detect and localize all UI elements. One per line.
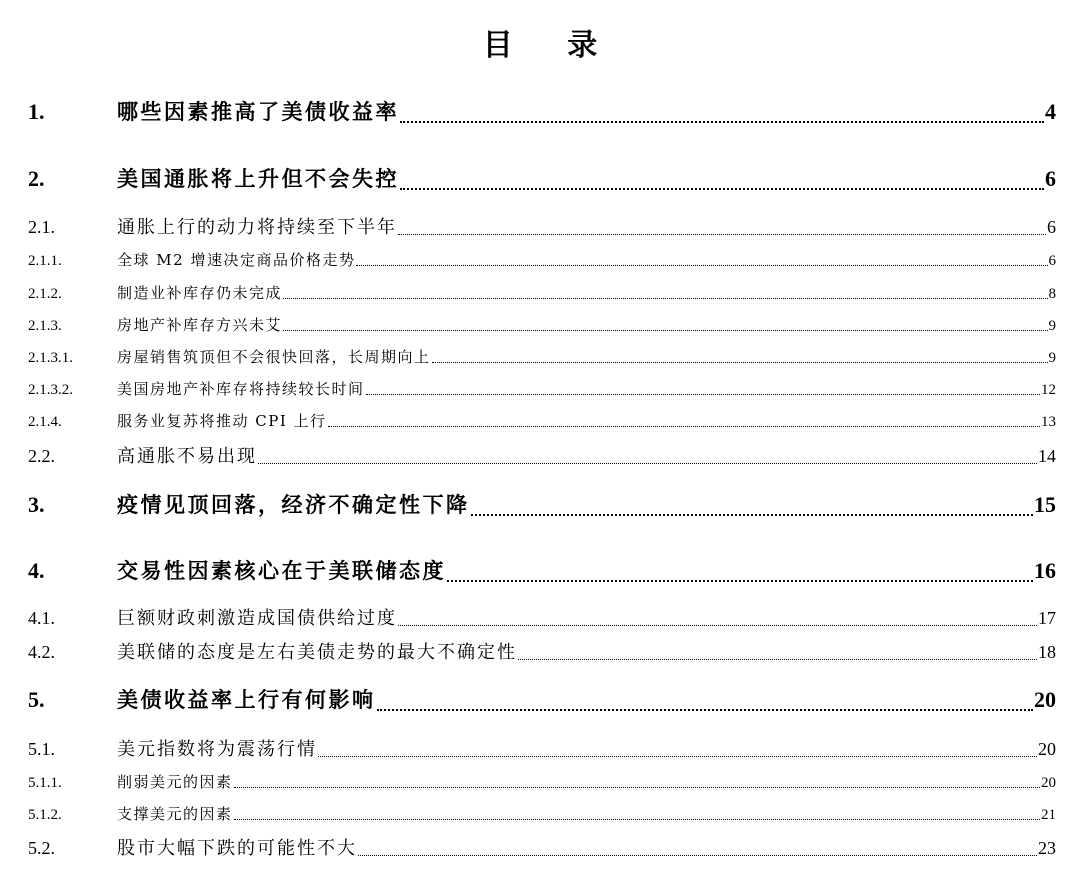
toc-leader	[234, 818, 1040, 820]
toc-number: 2.2.	[28, 446, 55, 466]
toc-number: 5.1.1.	[28, 775, 62, 791]
toc-label: 巨额财政刺激造成国债供给过度	[117, 608, 397, 629]
toc-page: 20	[1041, 775, 1056, 791]
toc-number: 3.	[28, 492, 45, 517]
toc-label: 交易性因素核心在于美联储态度	[117, 558, 446, 583]
toc-page: 6	[1047, 217, 1056, 237]
toc-entry[interactable]	[28, 378, 1056, 399]
toc-label: 美国通胀将上升但不会失控	[117, 166, 399, 191]
toc-leader	[432, 361, 1048, 363]
toc-entry[interactable]	[28, 834, 1056, 860]
toc-leader	[400, 187, 1044, 190]
toc-entry[interactable]	[28, 604, 1056, 630]
toc-number: 1.	[28, 99, 45, 124]
toc-page: 8	[1048, 286, 1056, 302]
toc-label: 哪些因素推高了美债收益率	[117, 99, 399, 124]
toc-entry[interactable]	[28, 282, 1056, 303]
toc-leader	[283, 329, 1047, 331]
toc-label: 高通胀不易出现	[117, 446, 257, 467]
toc-entry[interactable]	[28, 489, 1056, 519]
toc-entry[interactable]	[28, 638, 1056, 664]
toc-page: 20	[1038, 739, 1056, 759]
toc-number: 4.1.	[28, 608, 55, 628]
toc-page: 6	[1048, 253, 1056, 269]
toc-page: 17	[1038, 608, 1056, 628]
toc-number: 5.2.	[28, 838, 55, 858]
toc-entry[interactable]	[28, 735, 1056, 761]
toc-entry[interactable]	[28, 346, 1056, 367]
toc-leader	[234, 786, 1040, 788]
toc-number: 2.1.3.2.	[28, 382, 73, 398]
toc-leader	[398, 233, 1046, 235]
toc-number: 5.1.2.	[28, 807, 62, 823]
toc-label: 房地产补库存方兴未艾	[117, 316, 283, 334]
toc-page: 14	[1038, 446, 1056, 466]
toc-leader	[328, 425, 1040, 427]
toc-label: 服务业复苏将推动 CPI 上行	[117, 412, 327, 430]
toc-leader	[471, 513, 1034, 516]
toc-entry[interactable]	[28, 314, 1056, 335]
toc-entry[interactable]	[28, 442, 1056, 468]
toc-number: 2.	[28, 166, 45, 191]
toc-entry[interactable]	[28, 410, 1056, 431]
toc-entry[interactable]	[28, 213, 1056, 239]
toc-leader	[366, 393, 1040, 395]
toc-number: 5.1.	[28, 739, 55, 759]
toc-number: 2.1.2.	[28, 286, 62, 302]
toc-label: 全球 M2 增速决定商品价格走势	[117, 251, 356, 269]
toc-label: 美元指数将为震荡行情	[117, 739, 317, 760]
page-title: 目 录	[482, 28, 620, 63]
toc-leader	[318, 755, 1037, 757]
toc-page: 16	[1034, 558, 1056, 583]
toc-page: 21	[1041, 807, 1056, 823]
toc-leader	[258, 462, 1037, 464]
toc-entry[interactable]	[28, 684, 1056, 714]
toc-label: 疫情见顶回落，经济不确定性下降	[117, 492, 470, 517]
toc-entry[interactable]	[28, 771, 1056, 792]
toc-leader	[283, 297, 1047, 299]
toc-entry[interactable]	[28, 96, 1056, 126]
toc-leader	[358, 854, 1037, 856]
toc-label: 美国房地产补库存将持续较长时间	[117, 380, 365, 398]
toc-number: 2.1.4.	[28, 414, 62, 430]
toc-page: 13	[1041, 414, 1056, 430]
toc-entry[interactable]	[28, 555, 1056, 585]
toc-number: 4.2.	[28, 642, 55, 662]
toc-entry[interactable]	[28, 163, 1056, 193]
toc-label: 削弱美元的因素	[117, 773, 233, 791]
toc-page: 6	[1045, 166, 1056, 191]
toc-leader	[356, 264, 1047, 266]
toc-label: 房屋销售筑顶但不会很快回落，长周期向上	[117, 348, 431, 366]
toc-leader	[398, 624, 1037, 626]
toc-number: 2.1.	[28, 217, 55, 237]
toc-number: 5.	[28, 687, 45, 712]
toc-page: 9	[1048, 350, 1056, 366]
toc-page: 20	[1034, 687, 1056, 712]
toc-entry[interactable]	[28, 803, 1056, 824]
toc-page: 18	[1038, 642, 1056, 662]
toc-label: 股市大幅下跌的可能性不大	[117, 838, 357, 859]
toc-leader	[518, 658, 1037, 660]
toc-label: 制造业补库存仍未完成	[117, 284, 283, 302]
toc-leader	[377, 708, 1034, 711]
toc-page: 23	[1038, 838, 1056, 858]
toc-page: 15	[1034, 492, 1056, 517]
toc-page: 9	[1048, 318, 1056, 334]
toc-label: 通胀上行的动力将持续至下半年	[117, 217, 397, 238]
toc-label: 美债收益率上行有何影响	[117, 687, 376, 712]
toc-label: 支撑美元的因素	[117, 805, 233, 823]
toc-number: 4.	[28, 558, 45, 583]
toc-number: 2.1.1.	[28, 253, 62, 269]
toc-page: 12	[1041, 382, 1056, 398]
toc-number: 2.1.3.1.	[28, 350, 73, 366]
toc-label: 美联储的态度是左右美债走势的最大不确定性	[117, 642, 517, 663]
toc-entry[interactable]	[28, 249, 1056, 270]
toc-number: 2.1.3.	[28, 318, 62, 334]
toc-leader	[400, 120, 1044, 123]
toc-leader	[447, 579, 1033, 582]
toc-page: 4	[1045, 99, 1056, 124]
